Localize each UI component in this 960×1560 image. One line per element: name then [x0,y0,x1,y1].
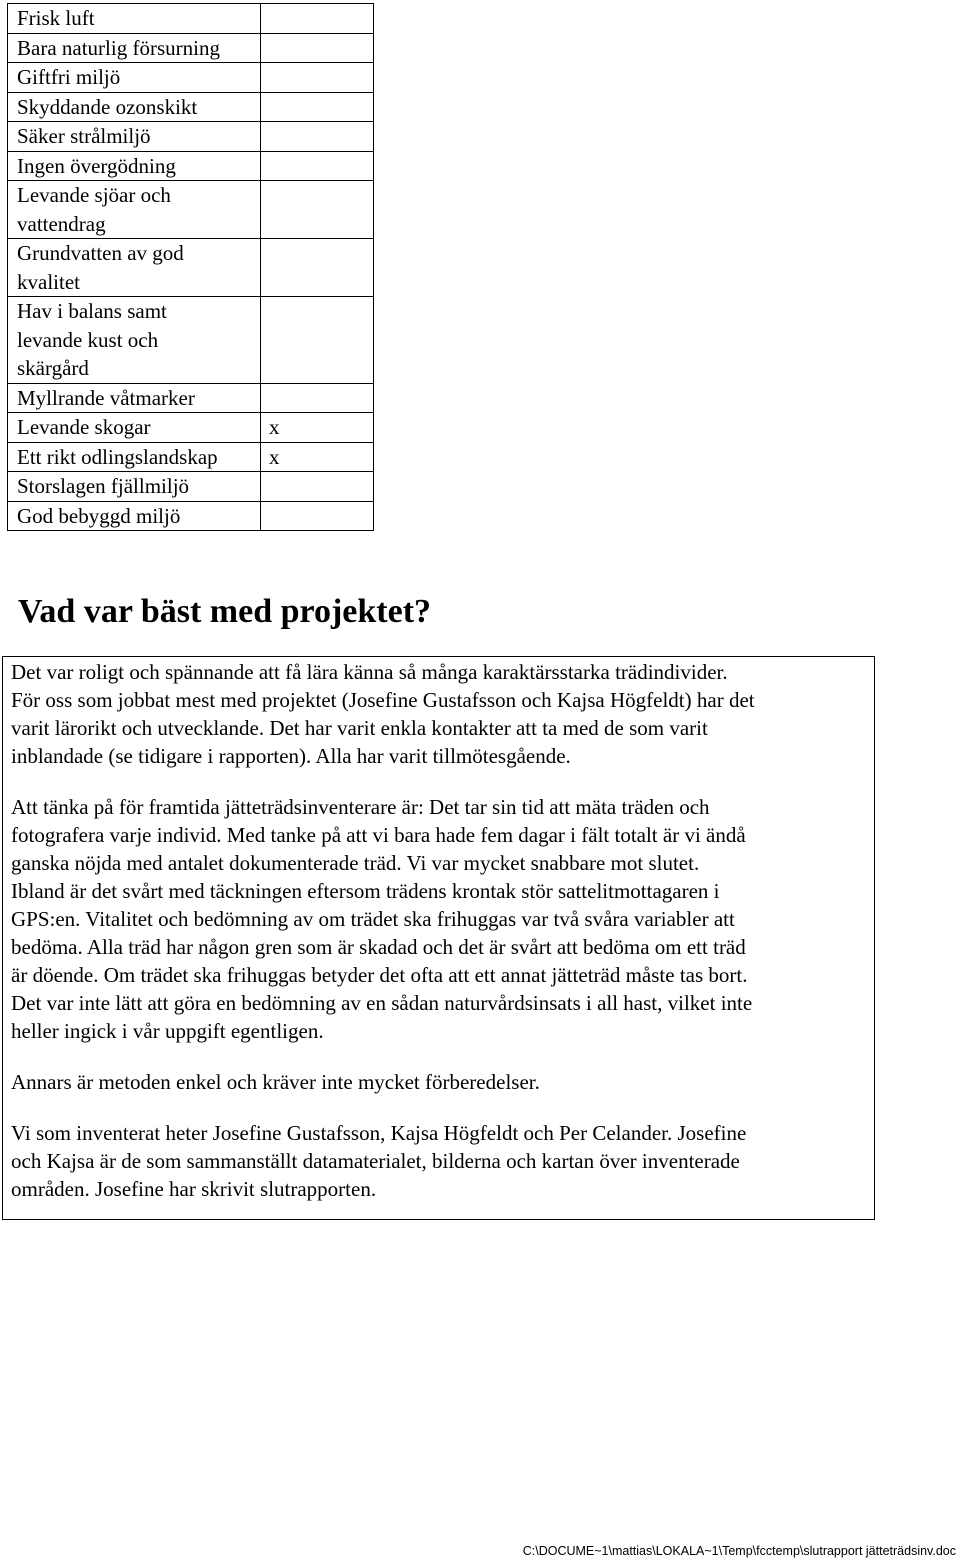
goal-row [8,297,374,384]
goal-row [8,63,374,93]
goal-mark-cell [261,4,374,34]
goal-name-cell: Myllrande våtmarker [8,383,261,413]
goal-mark-cell [261,501,374,531]
goal-row [8,4,374,34]
goal-mark-cell [261,92,374,122]
goal-row [8,413,374,443]
environmental-goals-table [7,3,374,531]
goal-row [8,383,374,413]
goal-mark-cell [261,383,374,413]
text-box [2,656,875,1220]
paragraph-experience: Det var roligt och spännande att få lära känna så många karaktärsstarka trädindivider. För oss som jobbat mest med projektet (Josefine Gustafsson och Kajsa Högfeldt) har det varit lärorikt och utvecklande. Det har varit enkla kontakter att ta med de som varit inblandade (se tidigare i rapporten). Alla har varit tillmötesgående. [11,660,755,768]
goal-mark-cell [261,472,374,502]
goal-name-cell: Hav i balans samt levande kust och skärgård [8,297,261,384]
goal-mark-cell [261,33,374,63]
goal-name-cell: Ett rikt odlingslandskap [8,442,261,472]
goal-row [8,239,374,297]
goal-name-cell: Storslagen fjällmiljö [8,472,261,502]
paragraph-method: Annars är metoden enkel och kräver inte mycket förberedelser. [11,1070,540,1094]
goal-mark-cell [261,63,374,93]
goal-row [8,122,374,152]
goal-row [8,181,374,239]
goal-name-cell: Skyddande ozonskikt [8,92,261,122]
document-path-footer: C:\DOCUME~1\mattias\LOKALA~1\Temp\fcctemp\slutrapport jätteträdsinv.doc [522,1544,956,1558]
goal-row [8,151,374,181]
goal-name-cell: God bebyggd miljö [8,501,261,531]
goal-mark-cell: x [261,413,374,443]
paragraph-advice: Att tänka på för framtida jätteträdsinventerare är: Det tar sin tid att mäta träden och fotografera varje individ. Med tanke på att vi bara hade fem dagar i fält totalt är vi ändå ganska nöjda med antalet dokumenterade träd. Vi var mycket snabbare mot slutet. Ibland är det svårt med täckningen eftersom trädens krontak stör sattelitmottagaren i GPS:en. Vitalitet och bedömning av om trädet ska frihuggas var två svåra variabler att bedöma. Alla träd har någon gren som är skadad och det är svårt att bedöma om ett träd är döende. Om trädet ska frihuggas betyder det ofta att ett annat jätteträd måste tas bort. Det var inte lätt att göra en bedömning av en sådan naturvårdsinsats i all hast, vilket inte heller ingick i vår uppgift egentligen. [11,795,753,1043]
goal-row [8,472,374,502]
paragraph-team: Vi som inventerat heter Josefine Gustafsson, Kajsa Högfeldt och Per Celander. Josefine och Kajsa är de som sammanställt datamaterialet, bilderna och kartan över inventerade områden. Josefine har skrivit slutrapporten. [11,1121,747,1201]
goal-row [8,442,374,472]
section-heading: Vad var bäst med projektet? [18,593,432,630]
goal-name-cell: Grundvatten av god kvalitet [8,239,261,297]
goal-mark-cell: x [261,442,374,472]
goal-mark-cell [261,151,374,181]
goal-name-cell: Levande sjöar och vattendrag [8,181,261,239]
goal-row [8,92,374,122]
goal-name-cell: Säker strålmiljö [8,122,261,152]
goal-mark-cell [261,181,374,239]
goal-mark-cell [261,122,374,152]
goal-row [8,501,374,531]
goal-table-body [8,4,374,531]
goal-name-cell: Giftfri miljö [8,63,261,93]
goal-mark-cell [261,297,374,384]
goal-mark-cell [261,239,374,297]
goal-name-cell: Ingen övergödning [8,151,261,181]
goal-name-cell: Frisk luft [8,4,261,34]
goal-name-cell: Bara naturlig försurning [8,33,261,63]
goal-row [8,33,374,63]
goal-name-cell: Levande skogar [8,413,261,443]
